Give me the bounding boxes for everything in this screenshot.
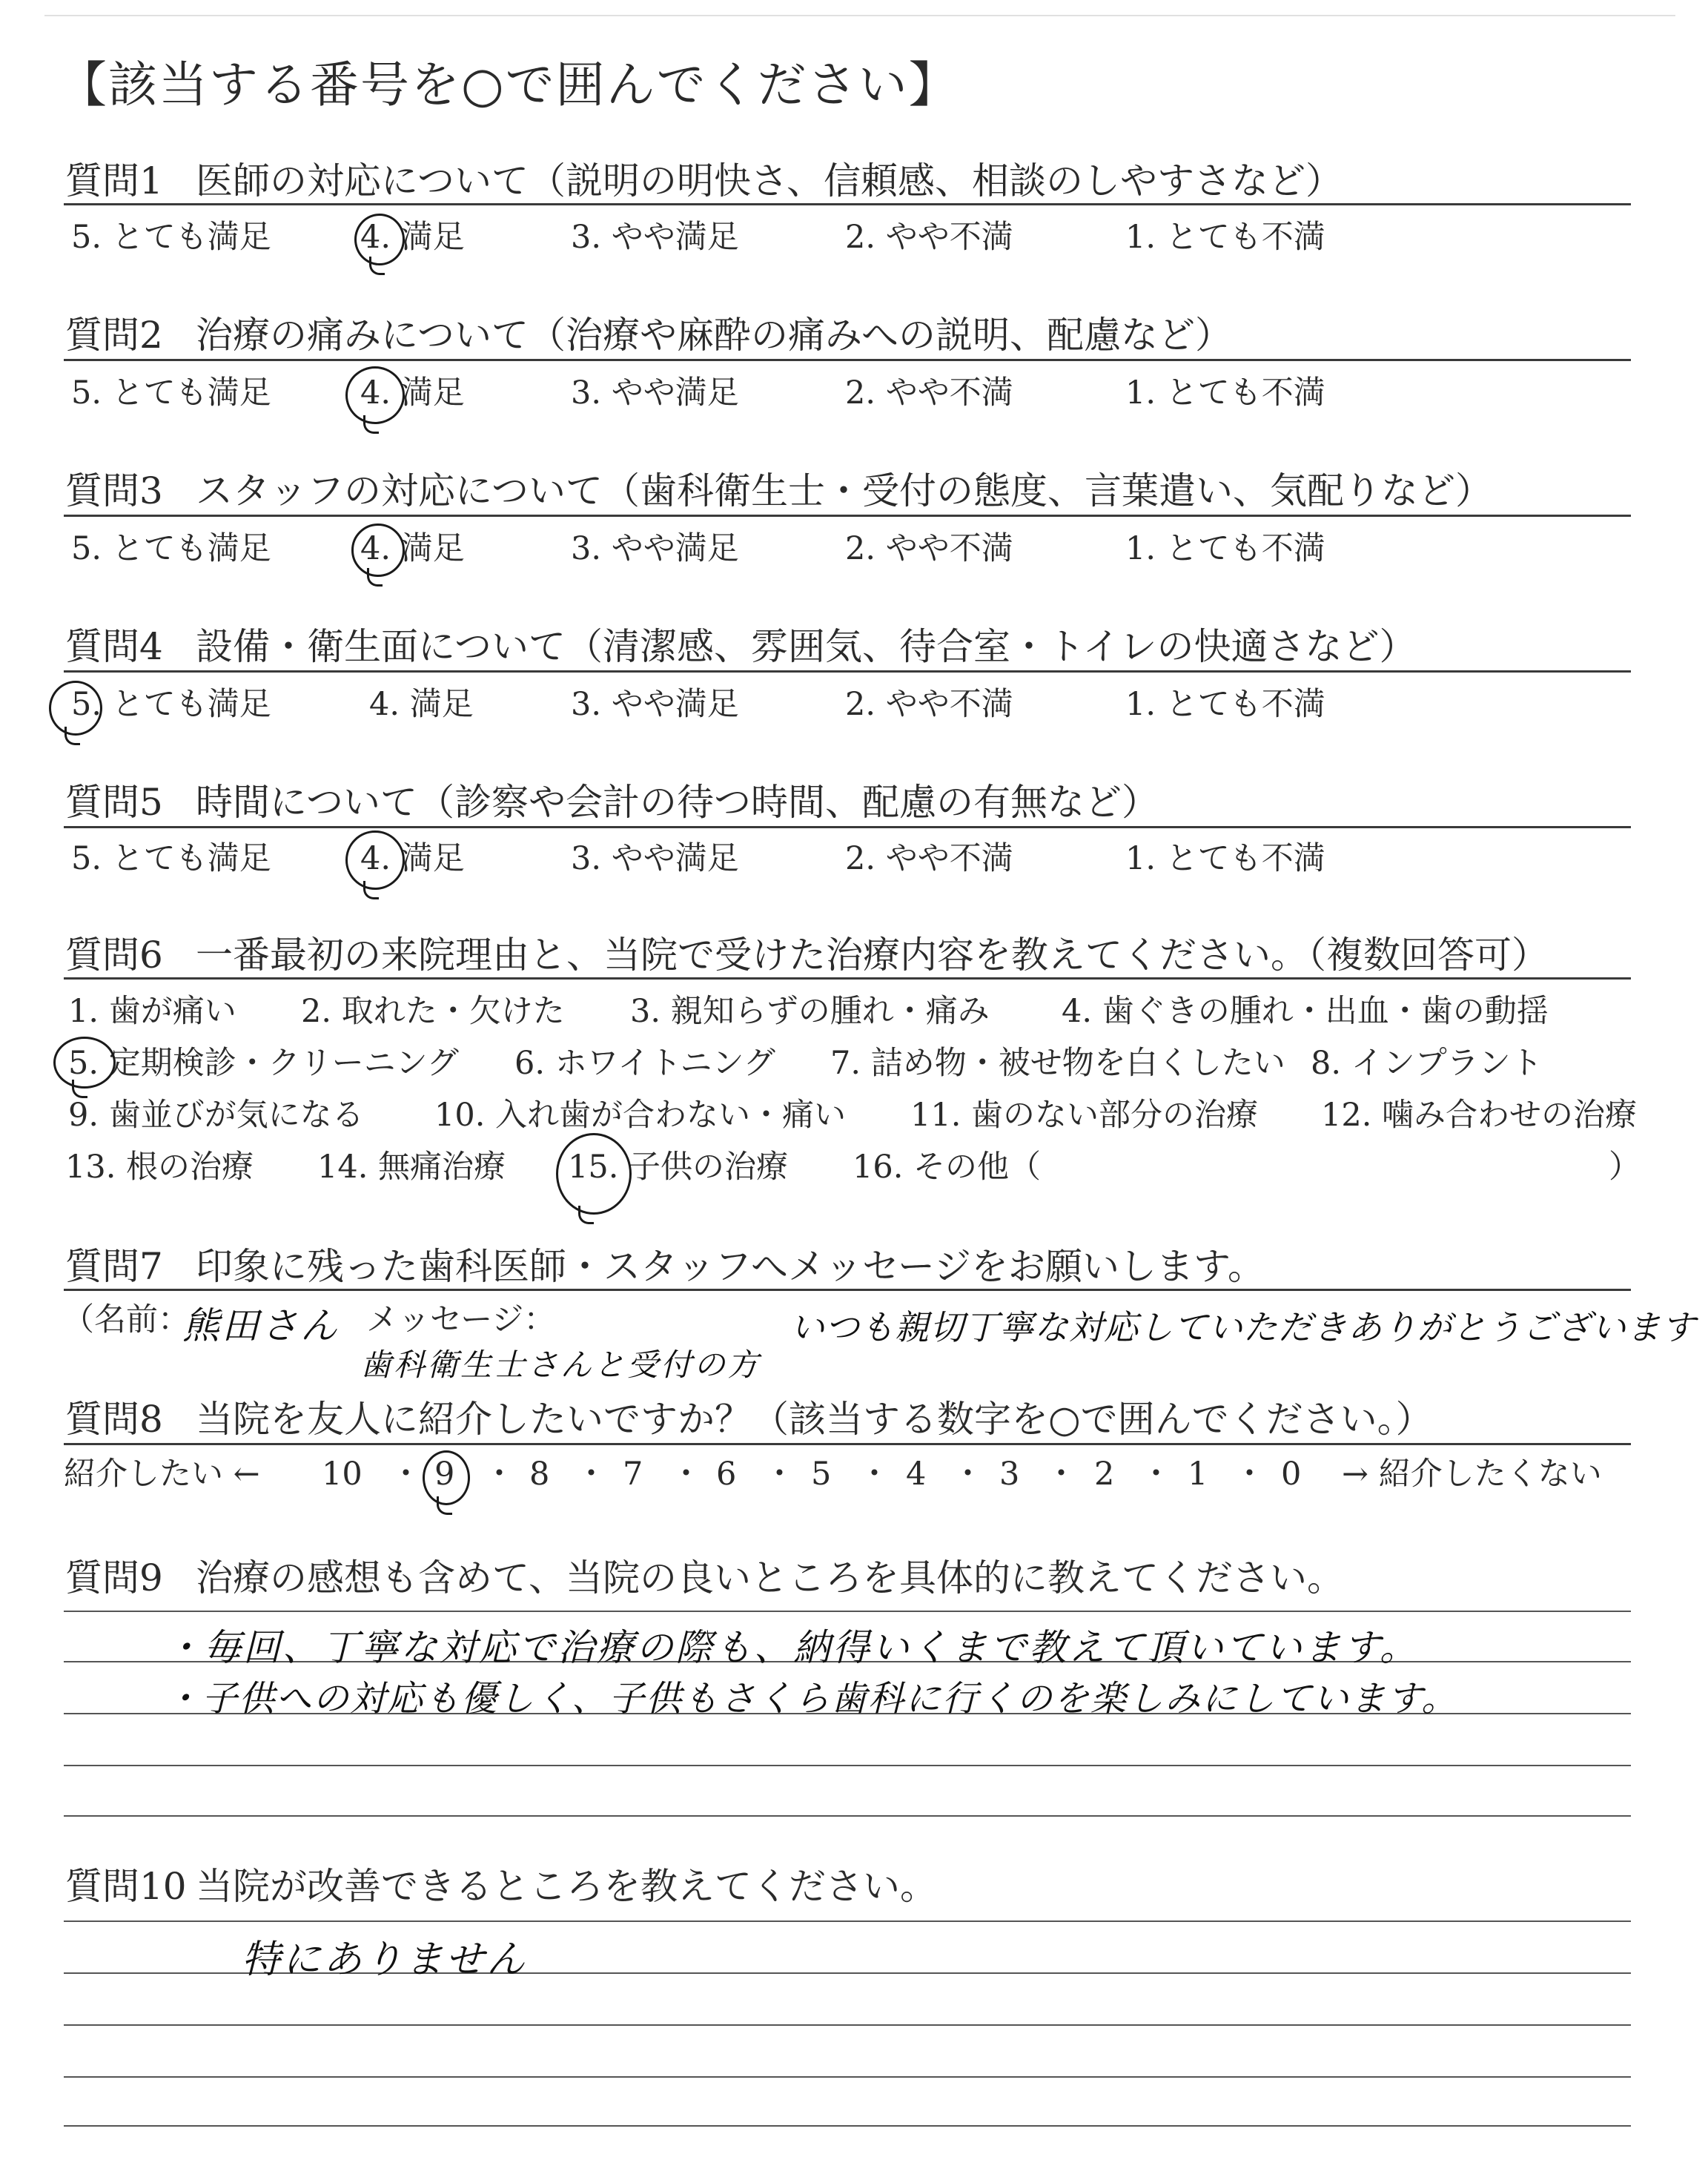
scale-separator: ・ (952, 1456, 984, 1493)
question-heading: 質問7 印象に残った歯科医師・スタッフへメッセージをお願いします。 (65, 1245, 1265, 1288)
answer-line (64, 1920, 1631, 1922)
reason-option[interactable]: 9. 歯並びが気になる (68, 1097, 364, 1134)
rating-option-1[interactable]: 1. とても不満 (1125, 840, 1325, 877)
selection-circle-mark (351, 524, 405, 577)
question-rule (64, 670, 1631, 673)
question-heading: 質問5 時間について（診察や会計の待つ時間、配慮の有無など） (65, 781, 1159, 824)
rating-option-3[interactable]: 3. やや満足 (571, 374, 739, 412)
scale-separator: ・ (1045, 1456, 1077, 1493)
question-rule (64, 359, 1631, 361)
rating-option-1[interactable]: 1. とても不満 (1125, 374, 1325, 412)
rating-option-1[interactable]: 1. とても不満 (1125, 530, 1325, 567)
scale-separator: ・ (858, 1456, 890, 1493)
handwritten-name: 熊田さん (182, 1304, 340, 1347)
scale-separator: ・ (764, 1456, 795, 1493)
reason-option[interactable]: 11. 歯のない部分の治療 (910, 1097, 1259, 1134)
scale-left-label: 紹介したい ← (64, 1456, 260, 1493)
reason-option[interactable]: 8. インプラント (1311, 1045, 1543, 1082)
rating-option-3[interactable]: 3. やや満足 (571, 530, 739, 567)
scale-separator: ・ (390, 1456, 422, 1493)
scale-separator: ・ (575, 1456, 607, 1493)
scale-value[interactable]: 8 (529, 1456, 550, 1493)
rating-option-3[interactable]: 3. やや満足 (571, 840, 739, 877)
answer-line (64, 1765, 1631, 1766)
rating-option-4[interactable]: 4. 満足 (360, 840, 465, 877)
reason-option[interactable]: 10. 入れ歯が合わない・痛い (434, 1097, 847, 1134)
reason-option[interactable]: 14. 無痛治療 (317, 1149, 506, 1186)
answer-line (64, 2125, 1631, 2127)
handwritten-message: いつも親切丁寧な対応していただきありがとうございます (790, 1307, 1696, 1347)
reason-option[interactable]: 12. 噛み合わせの治療 (1321, 1097, 1638, 1134)
handwritten-answer-line: ・毎回、丁寧な対応で治療の際も、納得いくまで教えて頂いています。 (165, 1626, 1419, 1669)
scale-separator: ・ (483, 1456, 515, 1493)
scale-value[interactable]: 2 (1094, 1456, 1115, 1493)
reason-option[interactable]: 6. ホワイトニング (514, 1045, 775, 1082)
form-title: 【該当する番号を○で囲んでください】 (58, 56, 959, 113)
reason-option[interactable]: 3. 親知らずの腫れ・痛み (630, 993, 990, 1030)
scale-separator: ・ (1140, 1456, 1172, 1493)
scale-separator: ・ (1234, 1456, 1265, 1493)
question-rule (64, 1289, 1631, 1291)
question-rule (64, 515, 1631, 517)
reason-option-other-close: ） (1609, 1149, 1641, 1186)
rating-option-5[interactable]: 5. とても満足 (71, 219, 271, 256)
question-heading: 質問9 治療の感想も含めて、当院の良いところを具体的に教えてください。 (65, 1556, 1344, 1599)
message-label: メッセージ： (366, 1301, 556, 1338)
reason-option[interactable]: 2. 取れた・欠けた (301, 993, 565, 1030)
scale-value[interactable]: 3 (999, 1456, 1020, 1493)
question-heading: 質問3 スタッフの対応について（歯科衛生士・受付の態度、言葉遣い、気配りなど） (65, 469, 1492, 512)
question-rule (64, 203, 1631, 205)
reason-option[interactable]: 4. 歯ぐきの腫れ・出血・歯の動揺 (1062, 993, 1549, 1030)
reason-option[interactable]: 7. 詰め物・被せ物を白くしたい (830, 1045, 1285, 1082)
question-heading: 質問8 当院を友人に紹介したいですか？（該当する数字を○で囲んでください。） (65, 1398, 1433, 1441)
rating-option-2[interactable]: 2. やや不満 (845, 530, 1013, 567)
rating-option-2[interactable]: 2. やや不満 (845, 374, 1013, 412)
reason-option[interactable]: 5. 定期検診・クリーニング (68, 1045, 459, 1082)
scale-value[interactable]: 5 (811, 1456, 832, 1493)
rating-option-2[interactable]: 2. やや不満 (845, 219, 1013, 256)
answer-line (64, 1815, 1631, 1817)
rating-option-5[interactable]: 5. とても満足 (71, 530, 271, 567)
scale-value[interactable]: 0 (1281, 1456, 1302, 1493)
question-rule (64, 1443, 1631, 1445)
selection-circle-mark (53, 1037, 116, 1089)
rating-option-5[interactable]: 5. とても満足 (71, 374, 271, 412)
rating-option-5[interactable]: 5. とても満足 (71, 686, 271, 723)
scale-value[interactable]: 9 (434, 1456, 455, 1493)
selection-circle-mark (49, 681, 102, 736)
scale-value[interactable]: 7 (623, 1456, 643, 1493)
scale-value[interactable]: 10 (322, 1456, 363, 1493)
scale-value[interactable]: 4 (906, 1456, 927, 1493)
question-rule (64, 826, 1631, 828)
handwritten-answer-line: ・子供への対応も優しく、子供もさくら歯科に行くのを楽しみにしています。 (165, 1678, 1459, 1720)
selection-circle-mark (345, 830, 405, 890)
scale-separator: ・ (670, 1456, 702, 1493)
question-heading: 質問6 一番最初の来院理由と、当院で受けた治療内容を教えてください。（複数回答可） (65, 934, 1549, 977)
rating-option-4[interactable]: 4. 満足 (360, 219, 465, 256)
answer-line (64, 1611, 1631, 1612)
top-border (44, 15, 1675, 16)
question-heading: 質問2 治療の痛みについて（治療や麻酔の痛みへの説明、配慮など） (65, 314, 1232, 357)
scale-value[interactable]: 1 (1188, 1456, 1208, 1493)
answer-line (64, 2024, 1631, 2026)
rating-option-1[interactable]: 1. とても不満 (1125, 219, 1325, 256)
rating-option-2[interactable]: 2. やや不満 (845, 840, 1013, 877)
question-rule (64, 977, 1631, 980)
reason-option[interactable]: 13. 根の治療 (65, 1149, 254, 1186)
handwritten-answer: 特にありません (242, 1938, 528, 1982)
reason-option[interactable]: 1. 歯が痛い (68, 993, 236, 1030)
reason-option[interactable]: 15. 子供の治療 (568, 1149, 789, 1186)
question-heading: 質問4 設備・衛生面について（清潔感、雰囲気、待合室・トイレの快適さなど） (65, 625, 1417, 668)
reason-option-other[interactable]: 16. その他（ (853, 1149, 1042, 1186)
answer-line (64, 2076, 1631, 2078)
rating-option-4[interactable]: 4. 満足 (360, 530, 465, 567)
selection-circle-mark (345, 366, 405, 424)
rating-option-2[interactable]: 2. やや不満 (845, 686, 1013, 723)
selection-circle-mark (556, 1133, 632, 1215)
rating-option-3[interactable]: 3. やや満足 (571, 686, 739, 723)
question-heading: 質問10 当院が改善できるところを教えてください。 (65, 1865, 937, 1908)
rating-option-5[interactable]: 5. とても満足 (71, 840, 271, 877)
selection-circle-mark (423, 1450, 470, 1505)
rating-option-4[interactable]: 4. 満足 (369, 686, 474, 723)
rating-option-3[interactable]: 3. やや満足 (571, 219, 739, 256)
selection-circle-mark (354, 214, 405, 265)
question-heading: 質問1 医師の対応について（説明の明快さ、信頼感、相談のしやすさなど） (65, 159, 1343, 202)
handwritten-name-detail: 歯科衛生士さんと受付の方 (360, 1347, 761, 1383)
name-label: （名前： (62, 1301, 190, 1338)
scale-right-label: → 紹介したくない (1342, 1456, 1602, 1493)
rating-option-4[interactable]: 4. 満足 (360, 374, 465, 412)
scale-value[interactable]: 6 (716, 1456, 737, 1493)
rating-option-1[interactable]: 1. とても不満 (1125, 686, 1325, 723)
